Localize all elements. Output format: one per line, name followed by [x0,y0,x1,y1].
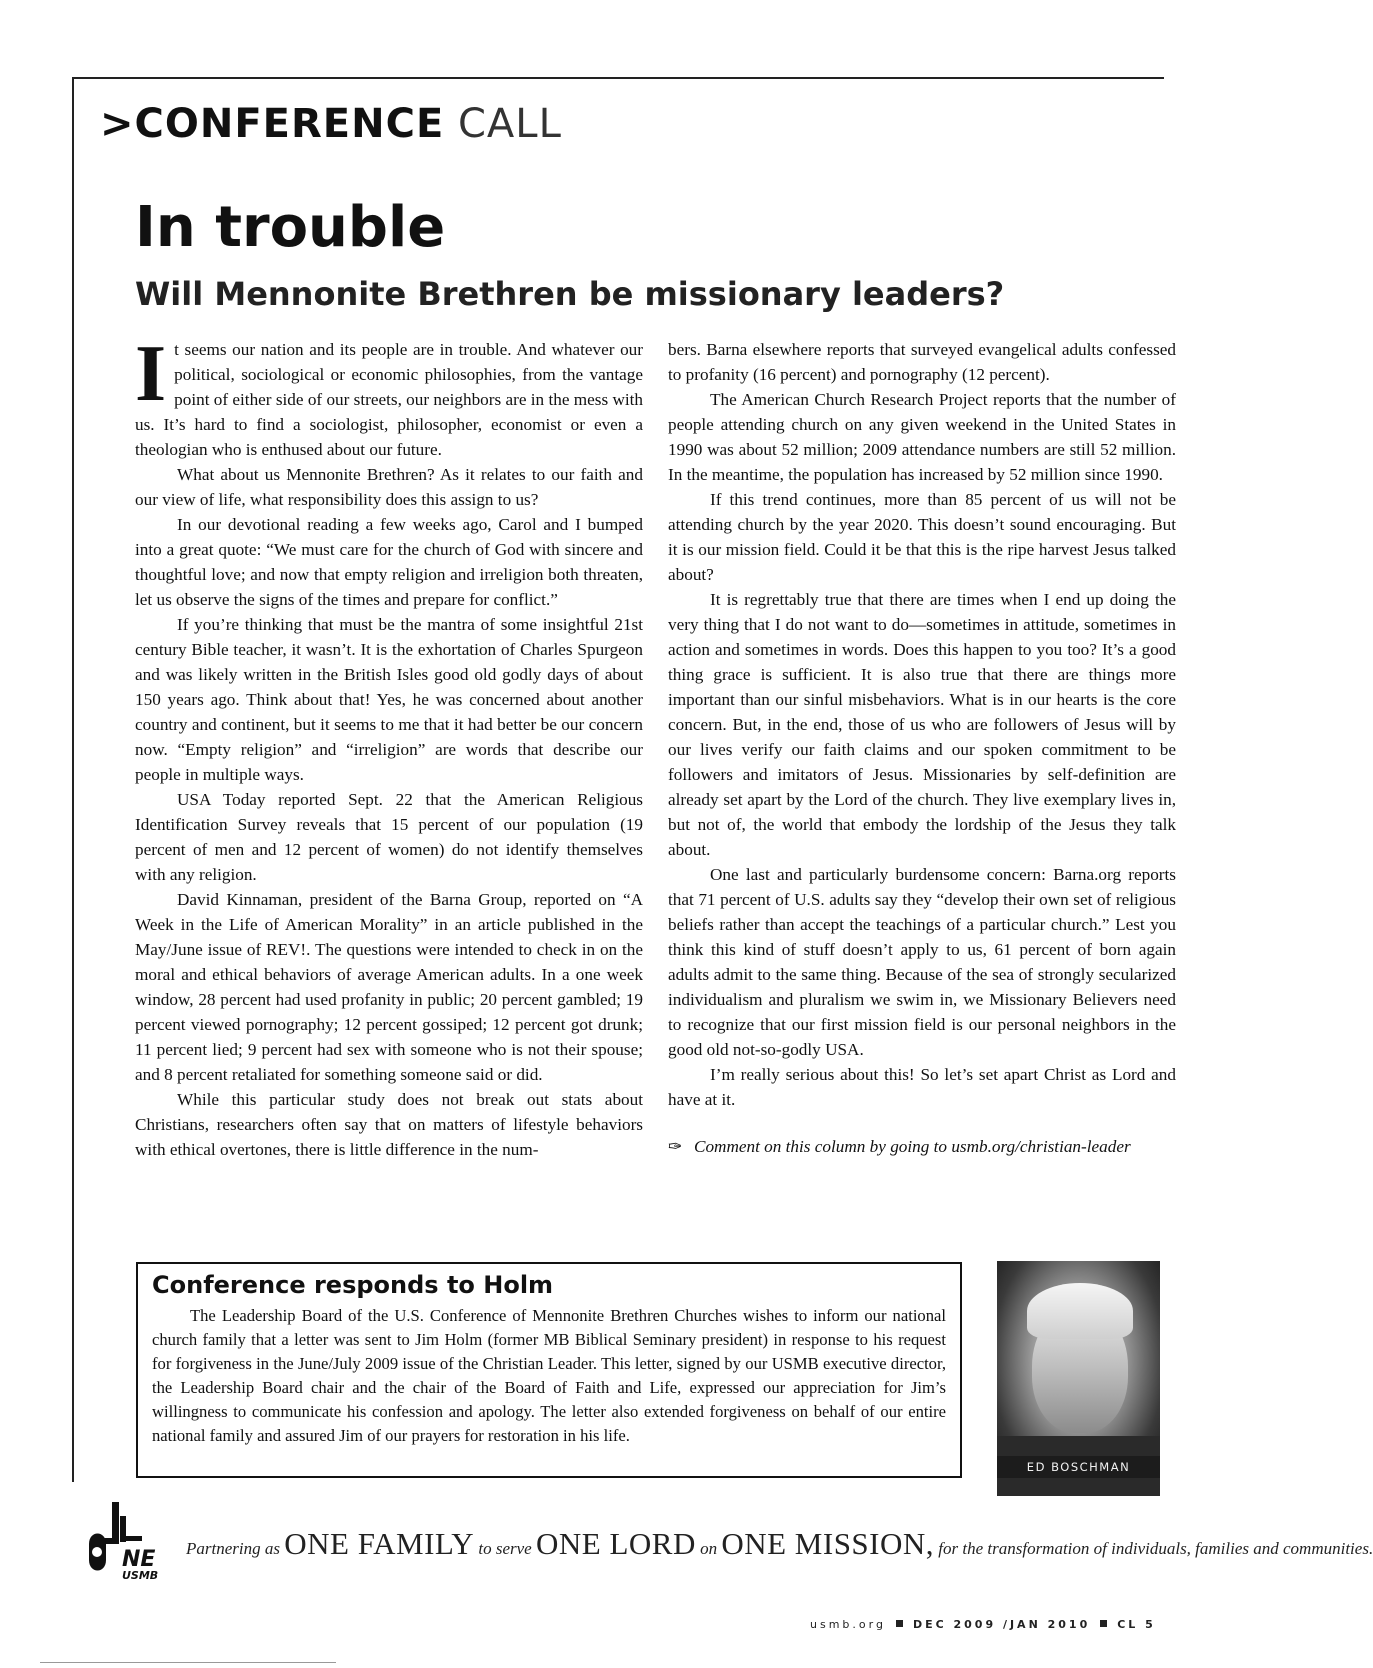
logo-sub: USMB [122,1569,159,1582]
header-arrow: > [100,101,135,147]
mouse-icon: ✑ [668,1137,683,1156]
paragraph: While this particular study does not break out stats about Christians, researchers often say that on matters of lifestyle behaviors with ethical overtones, there is little difference in the num- [135,1090,643,1159]
comment-text: Comment on this column by going to usmb.org/christian-leader [694,1137,1131,1156]
article-column-right [668,337,1176,1159]
paragraph: The American Church Research Project reports that the number of people attending church on any given weekend in the United States in 1990 was about 52 million; 2009 attendance numbers are still 52 million. In the meantime, the population has increased by 52 million since 1990. [668,390,1176,484]
comment-line[interactable] [668,1134,1176,1159]
bottom-rule [40,1662,336,1663]
paragraph: It is regrettably true that there are times when I end up doing the very thing that I do not want to do—sometimes in attitude, sometimes in action and sometimes in words. Does this happen to you too? It’s a good thing grace is sufficient. It is also true that there are things more important than our sinful misbehaviors. What is in our hearts is the core concern. But, in the end, those of us who are followers of Jesus will by our lives verify our faith claims and our spoken commitment to be followers and imitators of Jesus. Missionaries by self-definition are already set apart by the Lord of the church. They live exemplary lives in, but not of, the world that embody the lordship of the Jesus they talk about. [668,590,1176,859]
footer-square [1100,1620,1107,1627]
header-bold: CONFERENCE [134,101,445,147]
author-photo [997,1261,1160,1478]
paragraph: USA Today reported Sept. 22 that the American Religious Identification Survey reveals that 15 percent of our population (19 percent of men and 12 percent of women) do not identify themselves with any religion. [135,790,643,884]
paragraph: It seems our nation and its people are in trouble. And whatever our political, sociological or economic philosophies, from the vantage point of either side of our streets, our neighbors are in the mess with us. It’s hard to find a sociologist, philosopher, economist or even a theologian who is enthused about our future. [135,330,643,459]
left-rule [72,77,74,1482]
section-header [100,101,562,147]
tagline: Partnering as ONE FAMILY to serve ONE LORD on ONE MISSION, for the transformation of individuals, families and communities. [186,1526,1373,1561]
drop-cap: I [135,330,167,418]
header-light: CALL [458,101,562,147]
paragraph: What about us Mennonite Brethren? As it relates to our faith and our view of life, what responsibility does this assign to us? [135,465,643,509]
article-subtitle: Will Mennonite Brethren be missionary leaders? [135,275,1005,313]
paragraph: If you’re thinking that must be the mantra of some insightful 21st century Bible teacher, it wasn’t. It is the exhortation of Charles Spurgeon and was likely written in the British Isles good old godly days of about 150 years ago. Think about that! Yes, he was concerned about another country and continent, but it seems to me that it had better be our concern now. “Empty religion” and “irreligion” are words that describe our people in multiple ways. [135,615,643,784]
top-rule [72,77,1164,79]
footer-page: CL 5 [1117,1618,1156,1631]
sidebar-title: Conference responds to Holm [152,1271,554,1299]
photo-caption: ED BOSCHMAN [997,1456,1160,1478]
paragraph: bers. Barna elsewhere reports that surveyed evangelical adults confessed to profanity (16 percent) and pornography (12 percent). [668,340,1176,384]
footer-square [896,1620,903,1627]
paragraph: One last and particularly burdensome concern: Barna.org reports that 71 percent of U.S. adults say they “develop their own set of religious beliefs rather than accept the teachings of a particular church.” Lest you think this kind of stuff doesn’t apply to us, 61 percent of born again adults admit to the same thing. Because of the sea of strongly secularized individualism and pluralism we swim in, we Missionary Believers need to recognize that our first mission field is our personal neighbors in the good old not-so-godly USA. [668,865,1176,1059]
page-footer [810,1618,1156,1631]
paragraph: In our devotional reading a few weeks ago, Carol and I bumped into a great quote: “We must care for the church of God with sincere and thoughtful love; and now that empty religion and irreligion both threaten, let us observe the signs of the times and prepare for conflict.” [135,515,643,609]
sidebar-body: The Leadership Board of the U.S. Conference of Mennonite Brethren Churches wishes to inform our national church family that a letter was sent to Jim Holm (former MB Biblical Seminary president) in response to his request for forgiveness in the June/July 2009 issue of the Christian Leader. This letter, signed by our USMB executive director, the Leadership Board chair and the chair of the Board of Faith and Life, expressed our appreciation for Jim’s willingness to communicate his confession and apology. The letter also extended forgiveness on behalf of our entire national family and assured Jim of our prayers for restoration in his life. [152,1306,946,1445]
sidebar-box [136,1262,962,1478]
photo-hair [1027,1283,1133,1339]
article-column-left [135,330,643,1162]
paragraph: I’m really serious about this! So let’s set apart Christ as Lord and have at it. [668,1065,1176,1109]
usmb-logo [84,1500,174,1582]
footer-issue: DEC 2009 /JAN 2010 [912,1618,1091,1631]
footer-site: usmb.org [810,1618,886,1631]
article-title: In trouble [135,195,446,260]
paragraph: If this trend continues, more than 85 percent of us will not be attending church by the year 2020. This doesn’t sound encouraging. But it is our mission field. Could it be that this is the ripe harvest Jesus talked about? [668,490,1176,584]
paragraph: David Kinnaman, president of the Barna Group, reported on “A Week in the Life of American Morality” in an article published in the May/June issue of REV!. The questions were intended to check in on the moral and ethical behaviors of average American adults. In a one week window, 28 percent had used profanity in public; 20 percent gambled; 19 percent viewed pornography; 12 percent gossiped; 12 percent got drunk; 11 percent lied; 9 percent had sex with someone who is not their spouse; and 8 percent retaliated for something someone said or did. [135,890,643,1084]
logo-word: NE [122,1547,156,1572]
